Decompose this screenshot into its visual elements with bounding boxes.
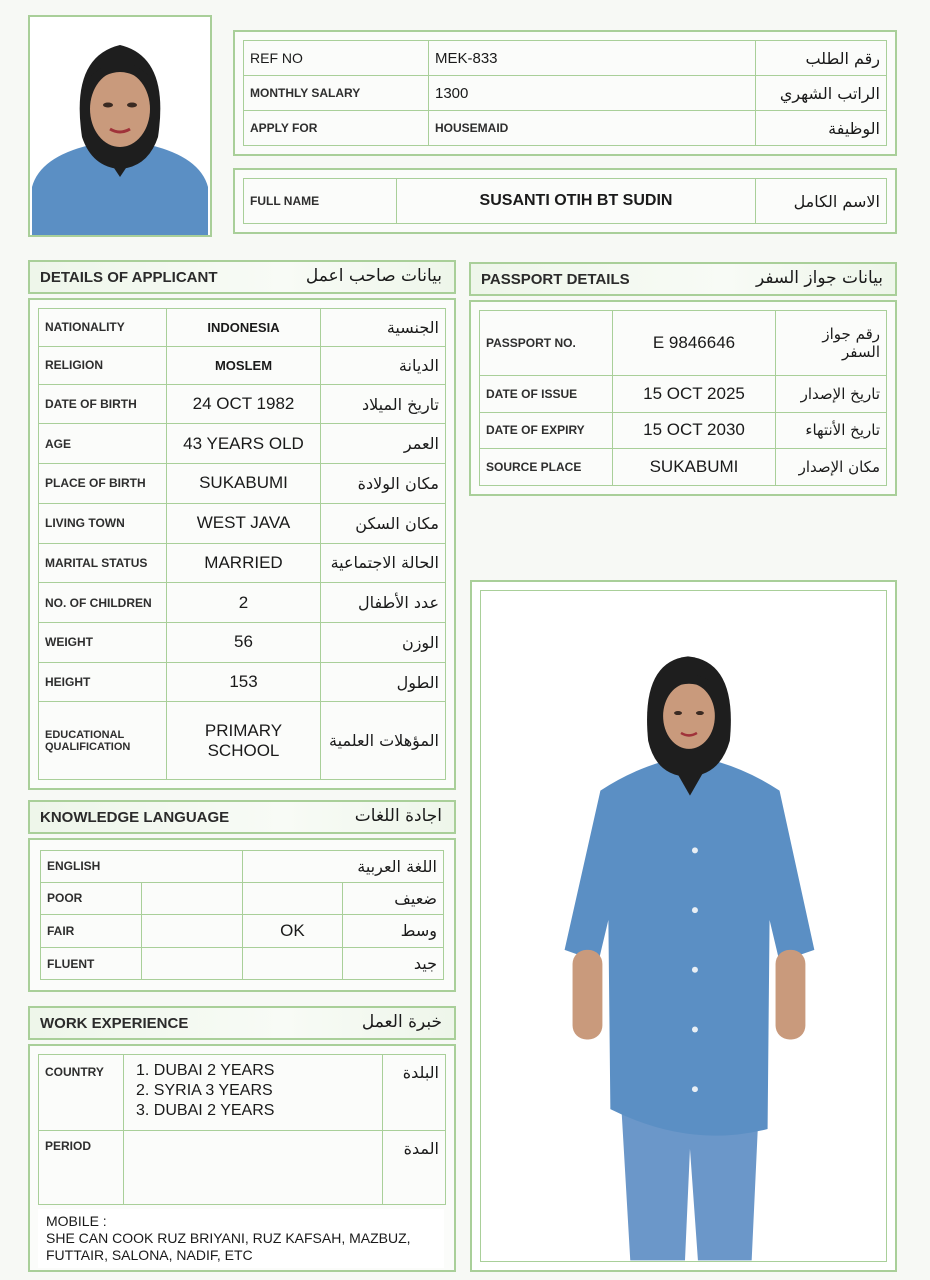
applicant-field-ar: مكان السكن	[321, 503, 446, 543]
applicant-field-value: 43 YEARS OLD	[167, 424, 321, 464]
applicant-row	[39, 662, 446, 702]
full-name-label: FULL NAME	[244, 179, 397, 224]
passport-row	[480, 311, 887, 376]
language-level-label: FAIR	[41, 914, 142, 947]
applicant-title-ar: بيانات صاحب اعمل	[305, 266, 442, 286]
language-row	[41, 948, 444, 980]
applicant-field-label: LIVING TOWN	[39, 503, 167, 543]
applicant-field-value: SUKABUMI	[167, 464, 321, 504]
applicant-table	[38, 308, 446, 780]
passport-field-value: E 9846646	[613, 311, 776, 376]
reference-section	[233, 30, 897, 156]
salary-value: 1300	[429, 76, 756, 111]
language-english-mark	[141, 948, 242, 980]
salary-ar: الراتب الشهري	[756, 76, 887, 111]
language-header-row	[41, 851, 444, 883]
passport-row	[480, 412, 887, 449]
applicant-field-ar: الجنسية	[321, 309, 446, 347]
language-title-ar: اجادة اللغات	[354, 806, 442, 826]
applicant-field-ar: عدد الأطفال	[321, 583, 446, 623]
applicant-row	[39, 384, 446, 424]
portrait-photo	[28, 15, 212, 237]
passport-field-label: PASSPORT NO.	[480, 311, 613, 376]
full-name-value: SUSANTI OTIH BT SUDIN	[397, 179, 756, 224]
applicant-field-ar: الحالة الاجتماعية	[321, 543, 446, 583]
applicant-field-label: RELIGION	[39, 346, 167, 384]
applicant-field-ar: تاريخ الميلاد	[321, 384, 446, 424]
language-row	[41, 882, 444, 914]
language-arabic-header: اللغة العربية	[242, 851, 444, 883]
applicant-row	[39, 583, 446, 623]
language-english-mark	[141, 882, 242, 914]
applicant-section	[28, 298, 456, 790]
full-body-photo	[470, 580, 897, 1272]
period-row	[39, 1131, 446, 1205]
passport-field-value: SUKABUMI	[613, 449, 776, 486]
salary-label: MONTHLY SALARY	[244, 76, 429, 111]
ref-no-ar: رقم الطلب	[756, 41, 887, 76]
applicant-row	[39, 346, 446, 384]
period-ar: المدة	[383, 1131, 446, 1205]
apply-ar: الوظيفة	[756, 111, 887, 146]
passport-field-value: 15 OCT 2025	[613, 375, 776, 412]
applicant-row	[39, 543, 446, 583]
passport-heading	[469, 262, 897, 296]
applicant-field-value: 56	[167, 622, 321, 662]
applicant-field-ar: الوزن	[321, 622, 446, 662]
passport-row	[480, 375, 887, 412]
country-item: 1. DUBAI 2 YEARS	[136, 1062, 275, 1079]
applicant-title: DETAILS OF APPLICANT	[40, 269, 218, 286]
language-english-header: ENGLISH	[41, 851, 243, 883]
language-row	[41, 914, 444, 947]
skills-note: FUTTAIR, SALONA, NADIF, ETC	[46, 1247, 253, 1263]
passport-field-ar: رقم جواز السفر	[776, 311, 887, 376]
applicant-field-value: PRIMARY SCHOOL	[167, 702, 321, 780]
applicant-field-label: NATIONALITY	[39, 309, 167, 347]
passport-field-ar: تاريخ الإصدار	[776, 375, 887, 412]
applicant-field-value: 24 OCT 1982	[167, 384, 321, 424]
apply-value: HOUSEMAID	[429, 111, 756, 146]
applicant-field-label: MARITAL STATUS	[39, 543, 167, 583]
passport-row	[480, 449, 887, 486]
period-value	[124, 1131, 383, 1205]
salary-row	[244, 76, 887, 111]
work-table	[38, 1054, 446, 1205]
applicant-field-ar: المؤهلات العلمية	[321, 702, 446, 780]
notes-block	[38, 1209, 444, 1268]
applicant-field-value: MARRIED	[167, 543, 321, 583]
passport-field-ar: تاريخ الأنتهاء	[776, 412, 887, 449]
full-name-section	[233, 168, 897, 234]
passport-title: PASSPORT DETAILS	[481, 271, 630, 288]
passport-field-value: 15 OCT 2030	[613, 412, 776, 449]
passport-field-label: DATE OF EXPIRY	[480, 412, 613, 449]
language-heading	[28, 800, 456, 834]
passport-field-ar: مكان الإصدار	[776, 449, 887, 486]
language-title: KNOWLEDGE LANGUAGE	[40, 809, 230, 826]
country-ar: البلدة	[383, 1055, 446, 1131]
mobile-label: MOBILE :	[46, 1213, 107, 1229]
applicant-field-label: EDUCATIONAL QUALIFICATION	[39, 702, 167, 780]
applicant-field-label: PLACE OF BIRTH	[39, 464, 167, 504]
applicant-field-label: HEIGHT	[39, 662, 167, 702]
country-item: 2. SYRIA 3 YEARS	[136, 1082, 273, 1099]
applicant-field-value: WEST JAVA	[167, 503, 321, 543]
applicant-row	[39, 424, 446, 464]
applicant-field-value: 153	[167, 662, 321, 702]
work-heading	[28, 1006, 456, 1040]
applicant-field-ar: العمر	[321, 424, 446, 464]
full-name-ar: الاسم الكامل	[756, 179, 887, 224]
passport-title-ar: بيانات جواز السفر	[755, 268, 883, 288]
work-section	[28, 1044, 456, 1272]
applicant-field-value: 2	[167, 583, 321, 623]
work-title: WORK EXPERIENCE	[40, 1015, 189, 1032]
applicant-field-value: INDONESIA	[167, 309, 321, 347]
apply-label: APPLY FOR	[244, 111, 429, 146]
language-english-mark	[141, 914, 242, 947]
applicant-field-ar: الطول	[321, 662, 446, 702]
apply-row	[244, 111, 887, 146]
skills-note: SHE CAN COOK RUZ BRIYANI, RUZ KAFSAH, MAZBUZ,	[46, 1230, 411, 1246]
applicant-row	[39, 622, 446, 662]
applicant-field-ar: مكان الولادة	[321, 464, 446, 504]
language-section	[28, 838, 456, 992]
country-item: 3. DUBAI 2 YEARS	[136, 1102, 275, 1119]
applicant-field-label: DATE OF BIRTH	[39, 384, 167, 424]
language-level-label: FLUENT	[41, 948, 142, 980]
language-level-label: POOR	[41, 882, 142, 914]
country-label: COUNTRY	[39, 1055, 124, 1131]
applicant-heading	[28, 260, 456, 294]
passport-section	[469, 300, 897, 496]
passport-field-label: SOURCE PLACE	[480, 449, 613, 486]
applicant-field-ar: الديانة	[321, 346, 446, 384]
ref-no-row	[244, 41, 887, 76]
language-arabic-mark	[242, 882, 343, 914]
applicant-field-label: NO. OF CHILDREN	[39, 583, 167, 623]
ref-no-label: REF NO	[244, 41, 429, 76]
language-level-ar: ضعيف	[343, 882, 444, 914]
language-table	[40, 850, 444, 980]
language-arabic-mark: OK	[242, 914, 343, 947]
applicant-row	[39, 702, 446, 780]
passport-field-label: DATE OF ISSUE	[480, 375, 613, 412]
applicant-row	[39, 309, 446, 347]
country-row	[39, 1055, 446, 1131]
language-arabic-mark	[242, 948, 343, 980]
applicant-row	[39, 503, 446, 543]
applicant-field-value: MOSLEM	[167, 346, 321, 384]
language-level-ar: وسط	[343, 914, 444, 947]
work-title-ar: خبرة العمل	[361, 1012, 442, 1032]
ref-no-value: MEK-833	[429, 41, 756, 76]
language-level-ar: جيد	[343, 948, 444, 980]
passport-table	[479, 310, 887, 486]
applicant-field-label: WEIGHT	[39, 622, 167, 662]
period-label: PERIOD	[39, 1131, 124, 1205]
applicant-field-label: AGE	[39, 424, 167, 464]
country-list	[124, 1055, 383, 1131]
applicant-row	[39, 464, 446, 504]
